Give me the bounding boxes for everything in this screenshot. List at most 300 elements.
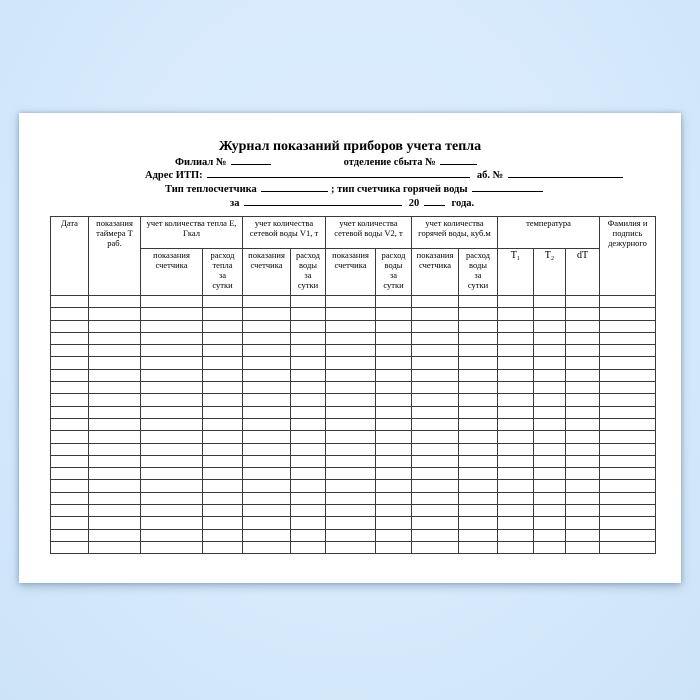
empty-cell bbox=[566, 332, 600, 344]
empty-cell bbox=[89, 394, 141, 406]
empty-cell bbox=[291, 394, 326, 406]
empty-cell bbox=[141, 320, 203, 332]
empty-cell bbox=[89, 492, 141, 504]
empty-cell bbox=[243, 443, 291, 455]
empty-cell bbox=[566, 406, 600, 418]
empty-cell bbox=[243, 492, 291, 504]
sales-dept-label: отделение сбыта № bbox=[343, 157, 436, 168]
empty-cell bbox=[412, 517, 459, 529]
empty-cell bbox=[566, 431, 600, 443]
col-header-v1-consumption: расход воды за сутки bbox=[291, 249, 326, 296]
empty-cell bbox=[534, 468, 566, 480]
empty-cell bbox=[600, 492, 656, 504]
empty-cell bbox=[459, 332, 498, 344]
empty-cell bbox=[51, 468, 89, 480]
empty-cell bbox=[498, 332, 534, 344]
empty-cell bbox=[534, 418, 566, 430]
empty-cell bbox=[326, 468, 376, 480]
empty-row bbox=[51, 332, 656, 344]
document-page bbox=[19, 113, 681, 583]
empty-cell bbox=[291, 369, 326, 381]
empty-cell bbox=[141, 468, 203, 480]
empty-cell bbox=[203, 492, 243, 504]
empty-cell bbox=[376, 431, 412, 443]
empty-cell bbox=[51, 505, 89, 517]
empty-cell bbox=[600, 332, 656, 344]
empty-cell bbox=[243, 455, 291, 467]
empty-cell bbox=[498, 406, 534, 418]
empty-cell bbox=[89, 308, 141, 320]
empty-cell bbox=[498, 517, 534, 529]
empty-cell bbox=[243, 332, 291, 344]
empty-cell bbox=[412, 382, 459, 394]
empty-cell bbox=[600, 541, 656, 553]
empty-cell bbox=[51, 296, 89, 308]
empty-cell bbox=[498, 468, 534, 480]
empty-cell bbox=[498, 382, 534, 394]
empty-cell bbox=[376, 529, 412, 541]
empty-cell bbox=[291, 320, 326, 332]
empty-cell bbox=[51, 541, 89, 553]
empty-cell bbox=[203, 369, 243, 381]
empty-cell bbox=[600, 357, 656, 369]
empty-cell bbox=[534, 529, 566, 541]
year-blank bbox=[424, 195, 445, 206]
empty-cell bbox=[566, 418, 600, 430]
empty-cell bbox=[534, 357, 566, 369]
empty-cell bbox=[534, 394, 566, 406]
empty-cell bbox=[412, 320, 459, 332]
empty-cell bbox=[203, 296, 243, 308]
empty-cell bbox=[412, 541, 459, 553]
empty-cell bbox=[459, 394, 498, 406]
empty-cell bbox=[51, 418, 89, 430]
empty-cell bbox=[326, 480, 376, 492]
empty-cell bbox=[51, 529, 89, 541]
empty-cell bbox=[534, 492, 566, 504]
page-title: Журнал показаний приборов учета тепла bbox=[218, 139, 482, 154]
empty-cell bbox=[243, 468, 291, 480]
empty-cell bbox=[291, 418, 326, 430]
empty-cell bbox=[326, 455, 376, 467]
year-prefix: 20 bbox=[408, 198, 420, 209]
empty-cell bbox=[326, 505, 376, 517]
empty-cell bbox=[534, 296, 566, 308]
empty-cell bbox=[534, 505, 566, 517]
empty-cell bbox=[291, 382, 326, 394]
empty-cell bbox=[600, 455, 656, 467]
empty-cell bbox=[291, 296, 326, 308]
empty-cell bbox=[243, 431, 291, 443]
empty-cell bbox=[376, 443, 412, 455]
empty-cell bbox=[326, 492, 376, 504]
empty-cell bbox=[326, 517, 376, 529]
empty-cell bbox=[412, 529, 459, 541]
empty-cell bbox=[203, 406, 243, 418]
empty-cell bbox=[459, 357, 498, 369]
empty-cell bbox=[141, 541, 203, 553]
empty-cell bbox=[498, 529, 534, 541]
empty-cell bbox=[534, 332, 566, 344]
empty-cell bbox=[534, 541, 566, 553]
empty-cell bbox=[203, 345, 243, 357]
empty-cell bbox=[141, 418, 203, 430]
empty-cell bbox=[203, 443, 243, 455]
empty-cell bbox=[243, 418, 291, 430]
empty-cell bbox=[203, 332, 243, 344]
empty-cell bbox=[243, 394, 291, 406]
empty-cell bbox=[89, 443, 141, 455]
empty-row bbox=[51, 369, 656, 381]
empty-row bbox=[51, 529, 656, 541]
col-header-signature: Фамилия и подпись дежурного bbox=[600, 217, 656, 296]
empty-cell bbox=[326, 332, 376, 344]
period-blank bbox=[244, 195, 402, 206]
empty-cell bbox=[459, 443, 498, 455]
col-header-heat-consumption: расход тепла за сутки bbox=[203, 249, 243, 296]
empty-cell bbox=[376, 357, 412, 369]
empty-cell bbox=[203, 455, 243, 467]
empty-cell bbox=[566, 505, 600, 517]
empty-cell bbox=[51, 455, 89, 467]
col-header-heat-reading: показания счетчика bbox=[141, 249, 203, 296]
empty-cell bbox=[141, 492, 203, 504]
empty-cell bbox=[326, 382, 376, 394]
empty-cell bbox=[566, 320, 600, 332]
empty-row bbox=[51, 455, 656, 467]
empty-cell bbox=[566, 394, 600, 406]
empty-cell bbox=[376, 492, 412, 504]
empty-cell bbox=[243, 345, 291, 357]
empty-cell bbox=[243, 369, 291, 381]
empty-cell bbox=[89, 357, 141, 369]
empty-cell bbox=[203, 418, 243, 430]
empty-cell bbox=[141, 296, 203, 308]
empty-cell bbox=[498, 541, 534, 553]
empty-row bbox=[51, 505, 656, 517]
empty-cell bbox=[566, 345, 600, 357]
empty-cell bbox=[376, 345, 412, 357]
empty-cell bbox=[412, 345, 459, 357]
empty-cell bbox=[89, 480, 141, 492]
empty-cell bbox=[600, 468, 656, 480]
empty-cell bbox=[51, 443, 89, 455]
col-group-heat: учет количества тепла Е, Гкал bbox=[141, 217, 243, 249]
empty-cell bbox=[243, 296, 291, 308]
empty-cell bbox=[534, 443, 566, 455]
empty-cell bbox=[51, 431, 89, 443]
empty-cell bbox=[243, 382, 291, 394]
empty-cell bbox=[412, 357, 459, 369]
empty-cell bbox=[141, 332, 203, 344]
empty-cell bbox=[376, 541, 412, 553]
empty-cell bbox=[326, 357, 376, 369]
empty-cell bbox=[498, 418, 534, 430]
branch-label: Филиал № bbox=[175, 157, 227, 168]
col-header-t1: Т₁ bbox=[498, 249, 534, 296]
empty-cell bbox=[566, 296, 600, 308]
empty-cell bbox=[89, 320, 141, 332]
col-group-hot-water: учет количества горячей воды, куб.м bbox=[412, 217, 498, 249]
empty-cell bbox=[243, 541, 291, 553]
empty-cell bbox=[141, 406, 203, 418]
empty-cell bbox=[600, 443, 656, 455]
empty-cell bbox=[459, 492, 498, 504]
empty-cell bbox=[203, 517, 243, 529]
col-header-hot-water-consumption: расход воды за сутки bbox=[459, 249, 498, 296]
empty-cell bbox=[600, 345, 656, 357]
empty-cell bbox=[412, 468, 459, 480]
empty-cell bbox=[243, 505, 291, 517]
address-label: Адрес ИТП: bbox=[145, 170, 203, 181]
empty-cell bbox=[89, 382, 141, 394]
empty-row bbox=[51, 468, 656, 480]
empty-cell bbox=[291, 468, 326, 480]
empty-cell bbox=[412, 308, 459, 320]
empty-cell bbox=[203, 382, 243, 394]
empty-cell bbox=[243, 517, 291, 529]
empty-row bbox=[51, 492, 656, 504]
empty-cell bbox=[459, 369, 498, 381]
empty-cell bbox=[459, 517, 498, 529]
empty-row bbox=[51, 480, 656, 492]
empty-cell bbox=[412, 394, 459, 406]
empty-cell bbox=[203, 394, 243, 406]
empty-row bbox=[51, 357, 656, 369]
empty-cell bbox=[203, 468, 243, 480]
empty-cell bbox=[89, 406, 141, 418]
empty-cell bbox=[412, 406, 459, 418]
empty-cell bbox=[203, 529, 243, 541]
empty-cell bbox=[498, 480, 534, 492]
empty-cell bbox=[534, 431, 566, 443]
empty-cell bbox=[566, 492, 600, 504]
empty-cell bbox=[412, 492, 459, 504]
empty-cell bbox=[51, 480, 89, 492]
empty-cell bbox=[89, 468, 141, 480]
address-blank bbox=[207, 167, 470, 178]
empty-cell bbox=[412, 431, 459, 443]
empty-cell bbox=[141, 529, 203, 541]
empty-cell bbox=[459, 406, 498, 418]
empty-cell bbox=[534, 320, 566, 332]
table-body bbox=[51, 296, 656, 554]
empty-cell bbox=[376, 455, 412, 467]
empty-cell bbox=[51, 308, 89, 320]
empty-cell bbox=[376, 369, 412, 381]
empty-cell bbox=[566, 517, 600, 529]
empty-cell bbox=[291, 345, 326, 357]
empty-cell bbox=[412, 443, 459, 455]
col-group-temperature: температура bbox=[498, 217, 600, 249]
empty-cell bbox=[600, 480, 656, 492]
empty-cell bbox=[498, 431, 534, 443]
col-header-t2: Т₂ bbox=[534, 249, 566, 296]
empty-row bbox=[51, 382, 656, 394]
empty-cell bbox=[498, 357, 534, 369]
empty-cell bbox=[326, 418, 376, 430]
empty-cell bbox=[459, 320, 498, 332]
empty-cell bbox=[459, 505, 498, 517]
empty-cell bbox=[600, 320, 656, 332]
hot-water-meter-blank bbox=[472, 181, 543, 192]
header-group-row bbox=[51, 217, 656, 249]
heat-meter-label: Тип теплосчетчика bbox=[165, 184, 257, 195]
empty-cell bbox=[291, 332, 326, 344]
empty-cell bbox=[459, 468, 498, 480]
empty-cell bbox=[326, 296, 376, 308]
empty-row bbox=[51, 296, 656, 308]
empty-cell bbox=[203, 431, 243, 443]
empty-cell bbox=[243, 308, 291, 320]
empty-cell bbox=[566, 468, 600, 480]
empty-cell bbox=[498, 296, 534, 308]
empty-cell bbox=[600, 369, 656, 381]
empty-cell bbox=[534, 382, 566, 394]
empty-cell bbox=[376, 406, 412, 418]
sales-dept-blank bbox=[440, 154, 477, 165]
empty-row bbox=[51, 308, 656, 320]
empty-cell bbox=[89, 296, 141, 308]
empty-cell bbox=[291, 529, 326, 541]
empty-cell bbox=[600, 394, 656, 406]
empty-cell bbox=[141, 443, 203, 455]
empty-cell bbox=[291, 480, 326, 492]
empty-cell bbox=[498, 443, 534, 455]
empty-row bbox=[51, 320, 656, 332]
empty-row bbox=[51, 345, 656, 357]
empty-cell bbox=[51, 382, 89, 394]
empty-cell bbox=[600, 382, 656, 394]
empty-cell bbox=[566, 455, 600, 467]
empty-cell bbox=[89, 541, 141, 553]
empty-cell bbox=[412, 332, 459, 344]
branch-blank bbox=[231, 154, 271, 165]
empty-cell bbox=[459, 345, 498, 357]
col-group-network-water-v1: учет количества сетевой воды V1, т bbox=[243, 217, 326, 249]
empty-cell bbox=[89, 505, 141, 517]
empty-cell bbox=[376, 394, 412, 406]
empty-cell bbox=[498, 320, 534, 332]
empty-cell bbox=[498, 455, 534, 467]
empty-cell bbox=[376, 517, 412, 529]
empty-cell bbox=[459, 308, 498, 320]
empty-cell bbox=[326, 431, 376, 443]
empty-cell bbox=[243, 480, 291, 492]
empty-cell bbox=[203, 320, 243, 332]
empty-cell bbox=[566, 480, 600, 492]
empty-cell bbox=[600, 296, 656, 308]
empty-cell bbox=[412, 369, 459, 381]
form-line-address bbox=[145, 167, 623, 181]
empty-cell bbox=[51, 357, 89, 369]
empty-cell bbox=[203, 357, 243, 369]
year-suffix: года. bbox=[451, 198, 475, 209]
empty-cell bbox=[203, 541, 243, 553]
empty-cell bbox=[498, 505, 534, 517]
heat-meter-blank bbox=[261, 181, 328, 192]
empty-cell bbox=[498, 492, 534, 504]
empty-cell bbox=[51, 406, 89, 418]
empty-cell bbox=[141, 480, 203, 492]
empty-cell bbox=[141, 431, 203, 443]
empty-cell bbox=[534, 345, 566, 357]
empty-cell bbox=[243, 320, 291, 332]
empty-cell bbox=[600, 308, 656, 320]
empty-cell bbox=[566, 529, 600, 541]
readings-table bbox=[50, 216, 656, 554]
empty-cell bbox=[376, 332, 412, 344]
empty-cell bbox=[203, 308, 243, 320]
empty-cell bbox=[534, 455, 566, 467]
empty-cell bbox=[326, 369, 376, 381]
empty-row bbox=[51, 517, 656, 529]
header-sub-row bbox=[51, 249, 656, 296]
empty-cell bbox=[141, 517, 203, 529]
empty-cell bbox=[534, 406, 566, 418]
empty-cell bbox=[412, 480, 459, 492]
empty-cell bbox=[412, 505, 459, 517]
empty-cell bbox=[412, 296, 459, 308]
empty-cell bbox=[459, 296, 498, 308]
form-line-meter-types bbox=[165, 181, 543, 195]
empty-cell bbox=[203, 505, 243, 517]
empty-cell bbox=[243, 357, 291, 369]
empty-row bbox=[51, 406, 656, 418]
empty-cell bbox=[376, 480, 412, 492]
empty-cell bbox=[89, 332, 141, 344]
empty-cell bbox=[600, 517, 656, 529]
empty-cell bbox=[326, 443, 376, 455]
empty-cell bbox=[141, 308, 203, 320]
empty-cell bbox=[376, 418, 412, 430]
empty-cell bbox=[89, 418, 141, 430]
empty-cell bbox=[291, 492, 326, 504]
empty-cell bbox=[534, 517, 566, 529]
empty-cell bbox=[459, 431, 498, 443]
empty-cell bbox=[89, 517, 141, 529]
period-label: за bbox=[230, 198, 240, 209]
empty-cell bbox=[534, 480, 566, 492]
empty-cell bbox=[566, 369, 600, 381]
col-header-v2-consumption: расход воды за сутки bbox=[376, 249, 412, 296]
empty-cell bbox=[203, 480, 243, 492]
account-blank bbox=[508, 167, 623, 178]
empty-cell bbox=[141, 369, 203, 381]
empty-cell bbox=[51, 320, 89, 332]
empty-cell bbox=[326, 345, 376, 357]
empty-cell bbox=[376, 505, 412, 517]
empty-cell bbox=[566, 541, 600, 553]
empty-cell bbox=[51, 517, 89, 529]
empty-cell bbox=[326, 541, 376, 553]
col-header-v1-reading: показания счетчика bbox=[243, 249, 291, 296]
col-header-date: Дата bbox=[51, 217, 89, 296]
empty-cell bbox=[51, 492, 89, 504]
empty-cell bbox=[51, 394, 89, 406]
empty-cell bbox=[566, 382, 600, 394]
empty-cell bbox=[291, 406, 326, 418]
empty-cell bbox=[51, 369, 89, 381]
empty-cell bbox=[600, 418, 656, 430]
empty-cell bbox=[459, 418, 498, 430]
empty-cell bbox=[243, 406, 291, 418]
empty-cell bbox=[51, 345, 89, 357]
empty-cell bbox=[376, 468, 412, 480]
empty-cell bbox=[326, 308, 376, 320]
empty-cell bbox=[141, 345, 203, 357]
empty-row bbox=[51, 418, 656, 430]
